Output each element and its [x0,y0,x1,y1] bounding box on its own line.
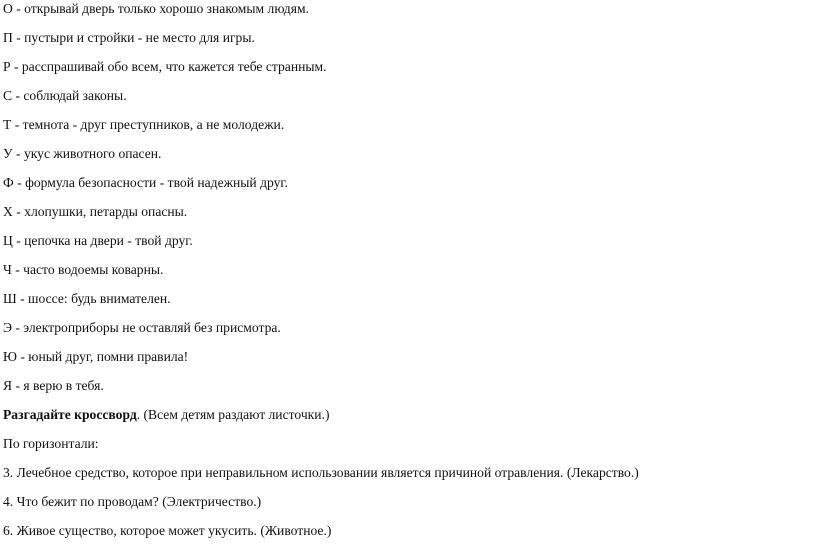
crossword-item-6: 6. Живое существо, которое может укусить. (Животное.) [3,523,332,538]
rule-line-ya: Я - я верю в тебя. [3,378,104,393]
rule-line-h: Х - хлопушки, петарды опасны. [3,204,188,219]
rule-line-o: О - открывай дверь только хорошо знакомым людям. [3,1,309,16]
rule-line-f: Ф - формула безопасности - твой надежный друг. [3,175,288,190]
crossword-item-4: 4. Что бежит по проводам? (Электричество.) [3,494,262,509]
rule-line-ch: Ч - часто водоемы коварны. [3,262,164,277]
rule-line-t: Т - темнота - друг преступников, а не молодежи. [3,117,285,132]
crossword-item-3: 3. Лечебное средство, которое при неправильном использовании является причиной отравления. (Лекарство.) [3,465,639,480]
rule-line-ts: Ц - цепочка на двери - твой друг. [3,233,193,248]
rule-line-yu: Ю - юный друг, помни правила! [3,349,189,364]
crossword-heading-rest: . (Всем детям раздают листочки.) [136,407,330,422]
rule-line-u: У - укус животного опасен. [3,146,162,161]
rule-line-r: Р - расспрашивай обо всем, что кажется тебе странным. [3,59,327,74]
horizontal-label: По горизонтали: [3,436,99,451]
rule-line-s: С - соблюдай законы. [3,88,127,103]
rule-line-e: Э - электроприборы не оставляй без присмотра. [3,320,281,335]
rule-line-sh: Ш - шоссе: будь внимателен. [3,291,171,306]
rule-line-p: П - пустыри и стройки - не место для игры. [3,30,255,45]
crossword-heading-bold: Разгадайте кроссворд [3,407,137,422]
crossword-heading [3,407,329,423]
